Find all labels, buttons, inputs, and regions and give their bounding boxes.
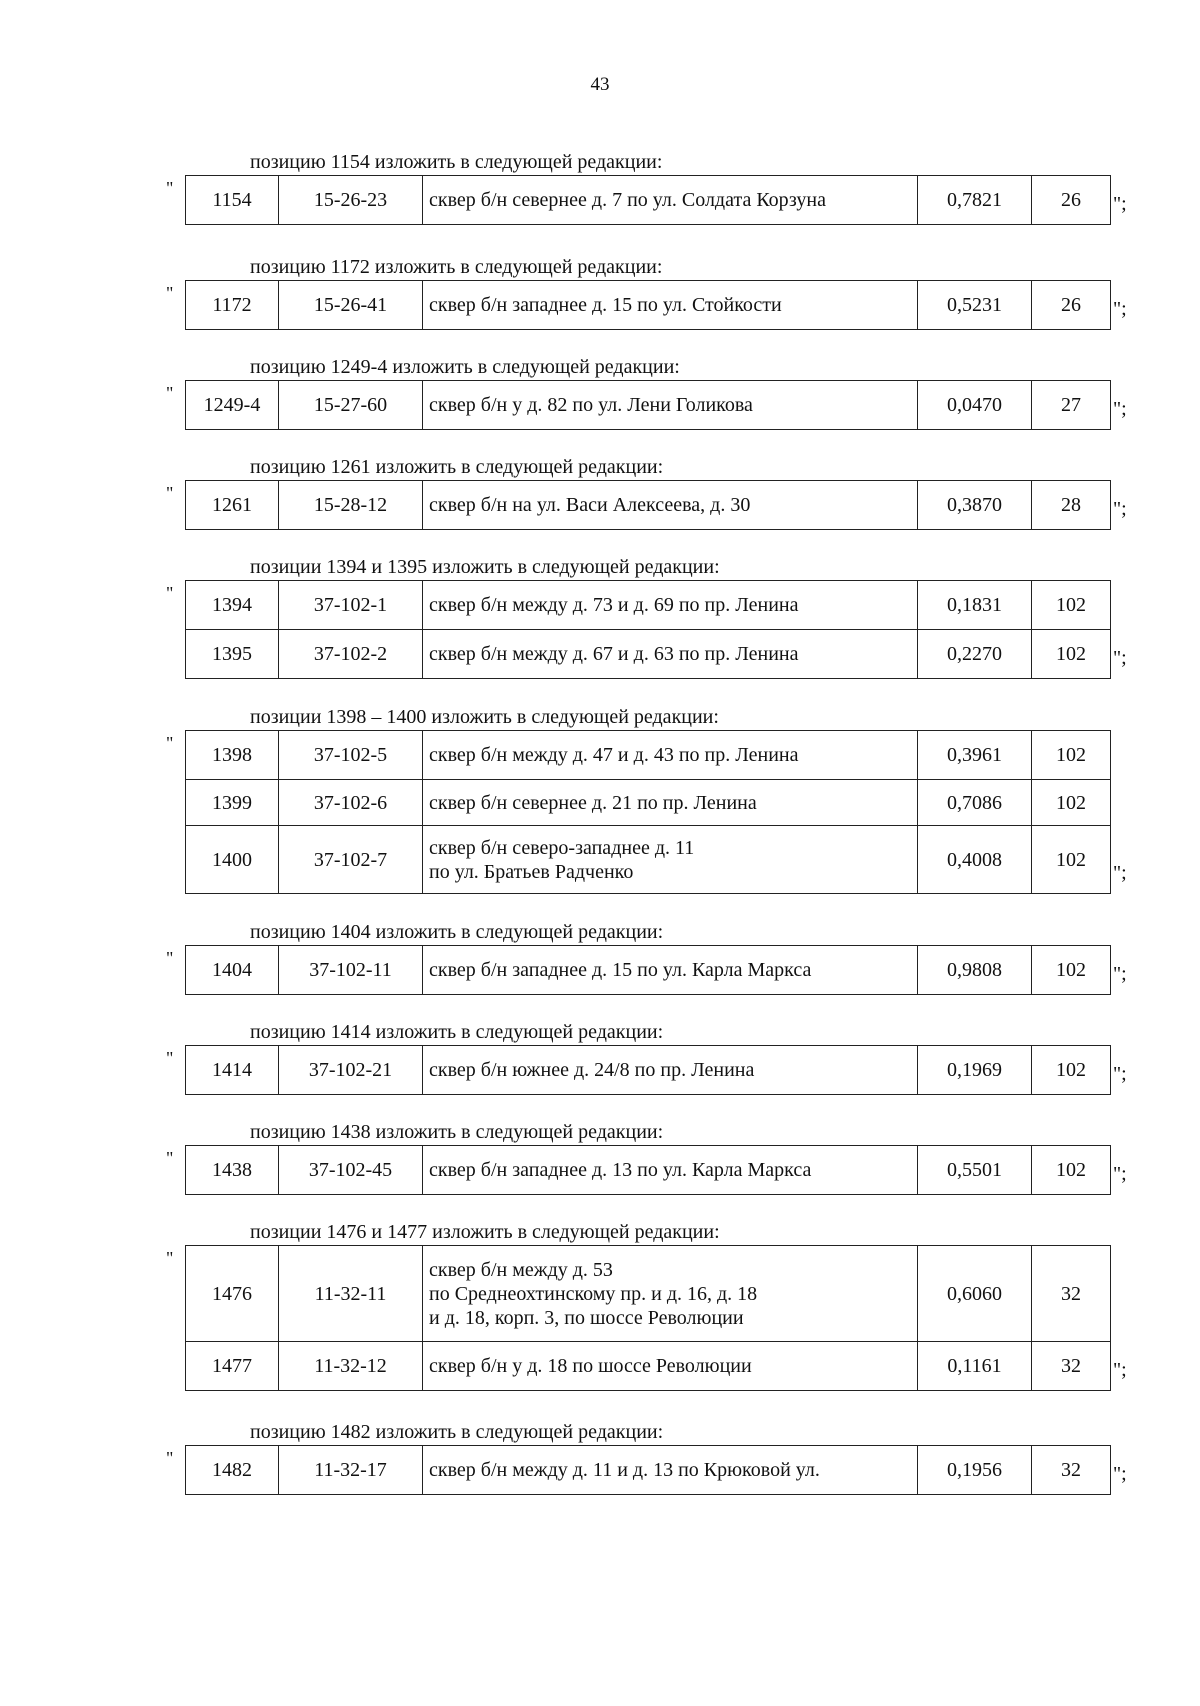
amendment-caption: позицию 1154 изложить в следующей редакции: (250, 151, 663, 173)
table-row (186, 176, 1111, 225)
amendment-caption: позицию 1482 изложить в следующей редакции: (250, 1421, 664, 1443)
table-row (186, 1146, 1111, 1195)
area-hectares: 0,7821 (918, 176, 1032, 225)
close-quote: "; (1113, 647, 1127, 669)
object-description (423, 281, 918, 330)
description-line: сквер б/н западнее д. 15 по ул. Карла Маркса (429, 959, 812, 981)
description-line: сквер б/н между д. 47 и д. 43 по пр. Ленина (429, 744, 799, 766)
district-number: 32 (1032, 1246, 1111, 1342)
position-number: 1477 (186, 1342, 279, 1391)
object-code: 37-102-7 (279, 826, 423, 894)
area-hectares: 0,5501 (918, 1146, 1032, 1195)
area-hectares: 0,3961 (918, 731, 1032, 780)
table-row (186, 581, 1111, 630)
object-code: 11-32-17 (279, 1446, 423, 1495)
position-number: 1395 (186, 630, 279, 679)
amendment-caption: позицию 1261 изложить в следующей редакции: (250, 456, 664, 478)
area-hectares: 0,6060 (918, 1246, 1032, 1342)
position-number: 1154 (186, 176, 279, 225)
close-quote: "; (1113, 398, 1127, 420)
table-row (186, 381, 1111, 430)
position-number: 1261 (186, 481, 279, 530)
district-number: 102 (1032, 826, 1111, 894)
district-number: 102 (1032, 731, 1111, 780)
table-row (186, 1342, 1111, 1391)
position-number: 1249-4 (186, 381, 279, 430)
district-number: 26 (1032, 281, 1111, 330)
object-description (423, 1342, 918, 1391)
object-code: 15-26-23 (279, 176, 423, 225)
table-row (186, 281, 1111, 330)
area-hectares: 0,7086 (918, 780, 1032, 826)
close-quote: "; (1113, 1463, 1127, 1485)
object-code: 15-28-12 (279, 481, 423, 530)
positions-table (185, 1245, 1111, 1391)
description-line: сквер б/н западнее д. 13 по ул. Карла Маркса (429, 1159, 812, 1181)
positions-table (185, 1045, 1111, 1095)
object-description (423, 481, 918, 530)
description-line: сквер б/н севернее д. 21 по пр. Ленина (429, 791, 757, 814)
area-hectares: 0,1969 (918, 1046, 1032, 1095)
position-number: 1399 (186, 780, 279, 826)
description-line: сквер б/н между д. 11 и д. 13 по Крюковой ул. (429, 1459, 820, 1481)
area-hectares: 0,1831 (918, 581, 1032, 630)
object-description (423, 1446, 918, 1495)
open-quote: " (166, 383, 174, 403)
position-number: 1482 (186, 1446, 279, 1495)
positions-table (185, 280, 1111, 330)
amendment-caption: позицию 1404 изложить в следующей редакции: (250, 921, 664, 943)
amendment-caption: позицию 1249-4 изложить в следующей редакции: (250, 356, 680, 378)
position-number: 1476 (186, 1246, 279, 1342)
amendment-caption: позиции 1398 – 1400 изложить в следующей редакции: (250, 706, 719, 728)
positions-table (185, 730, 1111, 894)
description-line: сквер б/н на ул. Васи Алексеева, д. 30 (429, 494, 751, 516)
position-number: 1398 (186, 731, 279, 780)
open-quote: " (166, 283, 174, 303)
description-line: сквер б/н южнее д. 24/8 по пр. Ленина (429, 1059, 755, 1081)
table-row (186, 946, 1111, 995)
close-quote: "; (1113, 1063, 1127, 1085)
description-line: сквер б/н у д. 18 по шоссе Революции (429, 1355, 752, 1377)
object-description (423, 780, 918, 826)
table-row (186, 826, 1111, 894)
amendment-caption: позицию 1438 изложить в следующей редакции: (250, 1121, 664, 1143)
open-quote: " (166, 1048, 174, 1068)
description-line: сквер б/н у д. 82 по ул. Лени Голикова (429, 394, 753, 416)
object-code: 11-32-11 (279, 1246, 423, 1342)
positions-table (185, 1145, 1111, 1195)
object-code: 37-102-45 (279, 1146, 423, 1195)
object-description (423, 1246, 918, 1342)
district-number: 102 (1032, 630, 1111, 679)
open-quote: " (166, 483, 174, 503)
close-quote: "; (1113, 298, 1127, 320)
positions-table (185, 580, 1111, 679)
district-number: 102 (1032, 1146, 1111, 1195)
object-description (423, 1046, 918, 1095)
area-hectares: 0,5231 (918, 281, 1032, 330)
area-hectares: 0,1161 (918, 1342, 1032, 1391)
object-description (423, 731, 918, 780)
close-quote: "; (1113, 1163, 1127, 1185)
district-number: 27 (1032, 381, 1111, 430)
description-line: и д. 18, корп. 3, по шоссе Революции (429, 1306, 744, 1329)
position-number: 1400 (186, 826, 279, 894)
positions-table (185, 175, 1111, 225)
open-quote: " (166, 1148, 174, 1168)
district-number: 32 (1032, 1342, 1111, 1391)
district-number: 102 (1032, 780, 1111, 826)
object-code: 11-32-12 (279, 1342, 423, 1391)
district-number: 26 (1032, 176, 1111, 225)
table-row (186, 780, 1111, 826)
amendment-caption: позиции 1394 и 1395 изложить в следующей редакции: (250, 556, 720, 578)
area-hectares: 0,3870 (918, 481, 1032, 530)
area-hectares: 0,1956 (918, 1446, 1032, 1495)
district-number: 102 (1032, 946, 1111, 995)
object-description (423, 381, 918, 430)
object-code: 15-27-60 (279, 381, 423, 430)
description-line: по ул. Братьев Радченко (429, 860, 634, 883)
description-line: сквер б/н северо-западнее д. 11 (429, 836, 695, 859)
description-line: сквер б/н севернее д. 7 по ул. Солдата Корзуна (429, 189, 826, 211)
object-code: 15-26-41 (279, 281, 423, 330)
description-line: сквер б/н западнее д. 15 по ул. Стойкости (429, 294, 782, 316)
table-row (186, 1046, 1111, 1095)
object-description (423, 176, 918, 225)
area-hectares: 0,9808 (918, 946, 1032, 995)
position-number: 1394 (186, 581, 279, 630)
table-row (186, 630, 1111, 679)
open-quote: " (166, 1448, 174, 1468)
object-description (423, 946, 918, 995)
description-line: сквер б/н между д. 67 и д. 63 по пр. Ленина (429, 643, 799, 665)
object-code: 37-102-2 (279, 630, 423, 679)
position-number: 1438 (186, 1146, 279, 1195)
object-code: 37-102-11 (279, 946, 423, 995)
position-number: 1172 (186, 281, 279, 330)
amendment-caption: позиции 1476 и 1477 изложить в следующей редакции: (250, 1221, 720, 1243)
object-code: 37-102-5 (279, 731, 423, 780)
description-line: по Среднеохтинскому пр. и д. 16, д. 18 (429, 1282, 758, 1305)
description-line: сквер б/н между д. 73 и д. 69 по пр. Ленина (429, 594, 799, 616)
area-hectares: 0,4008 (918, 826, 1032, 894)
object-code: 37-102-6 (279, 780, 423, 826)
district-number: 102 (1032, 1046, 1111, 1095)
positions-table (185, 1445, 1111, 1495)
open-quote: " (166, 733, 174, 753)
amendment-caption: позицию 1414 изложить в следующей редакции: (250, 1021, 664, 1043)
district-number: 102 (1032, 581, 1111, 630)
open-quote: " (166, 1248, 174, 1268)
open-quote: " (166, 178, 174, 198)
positions-table (185, 945, 1111, 995)
district-number: 28 (1032, 481, 1111, 530)
object-code: 37-102-21 (279, 1046, 423, 1095)
table-row (186, 1446, 1111, 1495)
table-row (186, 731, 1111, 780)
area-hectares: 0,0470 (918, 381, 1032, 430)
object-code: 37-102-1 (279, 581, 423, 630)
close-quote: "; (1113, 193, 1127, 215)
close-quote: "; (1113, 963, 1127, 985)
position-number: 1414 (186, 1046, 279, 1095)
open-quote: " (166, 583, 174, 603)
district-number: 32 (1032, 1446, 1111, 1495)
object-description (423, 581, 918, 630)
amendment-caption: позицию 1172 изложить в следующей редакции: (250, 256, 663, 278)
table-row (186, 1246, 1111, 1342)
close-quote: "; (1113, 862, 1127, 884)
close-quote: "; (1113, 498, 1127, 520)
object-description (423, 630, 918, 679)
positions-table (185, 480, 1111, 530)
positions-table (185, 380, 1111, 430)
area-hectares: 0,2270 (918, 630, 1032, 679)
description-line: сквер б/н между д. 53 (429, 1258, 613, 1281)
object-description (423, 1146, 918, 1195)
position-number: 1404 (186, 946, 279, 995)
close-quote: "; (1113, 1359, 1127, 1381)
open-quote: " (166, 948, 174, 968)
object-description (423, 826, 918, 894)
table-row (186, 481, 1111, 530)
page-number: 43 (590, 74, 610, 95)
